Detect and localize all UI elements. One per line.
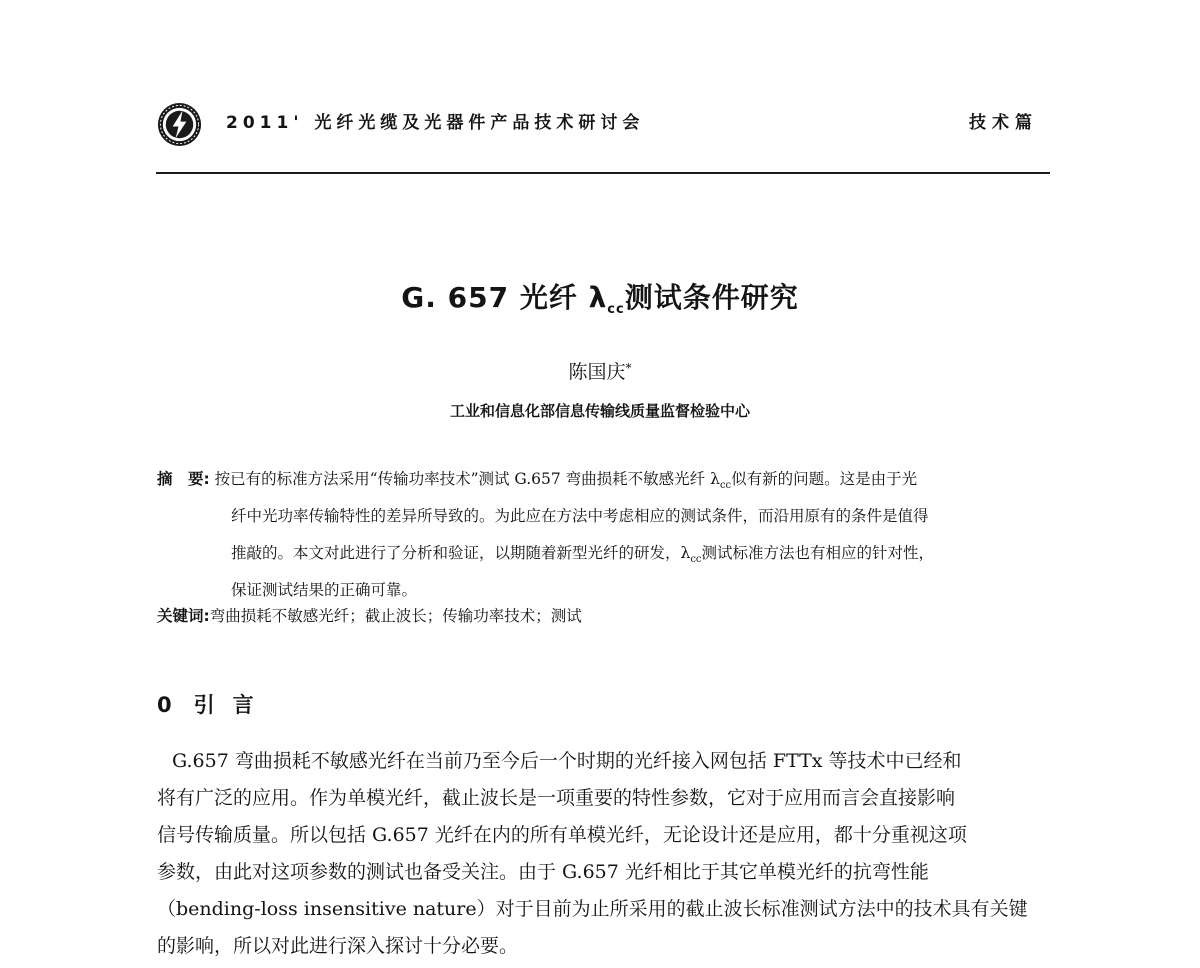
paper-title xyxy=(0,276,1200,317)
abstract-label: 摘 要: xyxy=(157,470,210,488)
section-heading xyxy=(157,689,272,719)
body-line: 信号传输质量。所以包括 G.657 光纤在内的所有单模光纤，无论设计还是应用，都十分重视这项 xyxy=(157,824,967,846)
abstract xyxy=(157,466,1052,614)
section-number: 0 xyxy=(157,693,172,717)
title-suffix: 测试条件研究 xyxy=(624,281,799,314)
keywords-text: 弯曲损耗不敏感光纤；截止波长；传输功率技术；测试 xyxy=(209,607,582,625)
conference-logo-icon xyxy=(156,101,203,148)
lambda-subscript: cc xyxy=(690,554,702,565)
lambda-subscript: cc xyxy=(719,480,732,491)
title-subscript: cc xyxy=(607,302,625,317)
abstract-text: 测试标准方法也有相应的针对性， xyxy=(701,544,935,562)
header-divider xyxy=(156,172,1050,174)
body-line: 参数，由此对这项参数的测试也备受关注。由于 G.657 光纤相比于其它单模光纤的抗弯性能 xyxy=(157,861,929,883)
body-line: 的影响，所以对此进行深入探讨十分必要。 xyxy=(157,935,519,957)
abstract-line: 保证测试结果的正确可靠。 xyxy=(231,581,418,599)
affiliation: 工业和信息化部信息传输线质量监督检验中心 xyxy=(449,402,750,420)
abstract-text: 推敲的。本文对此进行了分析和验证，以期随着新型光纤的研发，λ xyxy=(231,544,691,562)
header-section: 技术篇 xyxy=(969,113,1038,133)
author xyxy=(0,357,1200,384)
body-line: G.657 弯曲损耗不敏感光纤在当前乃至今后一个时期的光纤接入网包括 FTTx 等技术中已经和 xyxy=(172,750,962,772)
abstract-line xyxy=(157,466,1052,503)
abstract-line xyxy=(157,540,1052,577)
body-line: 将有广泛的应用。作为单模光纤，截止波长是一项重要的特性参数，它对于应用而言会直接影响 xyxy=(157,787,956,809)
header-conference: 2011' 光纤光缆及光器件产品技术研讨会 xyxy=(226,113,645,133)
keywords-label: 关键词: xyxy=(157,607,210,625)
body-text xyxy=(157,746,1050,968)
author-name: 陈国庆 xyxy=(568,361,626,383)
abstract-line: 纤中光功率传输特性的差异所导致的。为此应在方法中考虑相应的测试条件，而沿用原有的条件是值得 xyxy=(231,507,929,525)
section-title: 引言 xyxy=(193,693,272,717)
body-line: （bending-loss insensitive nature）对于目前为止所采用的截止波长标准测试方法中的技术具有关键 xyxy=(157,898,1028,920)
author-mark: * xyxy=(625,361,632,375)
keywords xyxy=(157,604,582,626)
abstract-text: 似有新的问题。这是由于光 xyxy=(731,470,918,488)
title-prefix: G. 657 光纤 λ xyxy=(401,281,608,314)
abstract-text: 按已有的标准方法采用“传输功率技术”测试 G.657 弯曲损耗不敏感光纤 λ xyxy=(214,470,720,488)
